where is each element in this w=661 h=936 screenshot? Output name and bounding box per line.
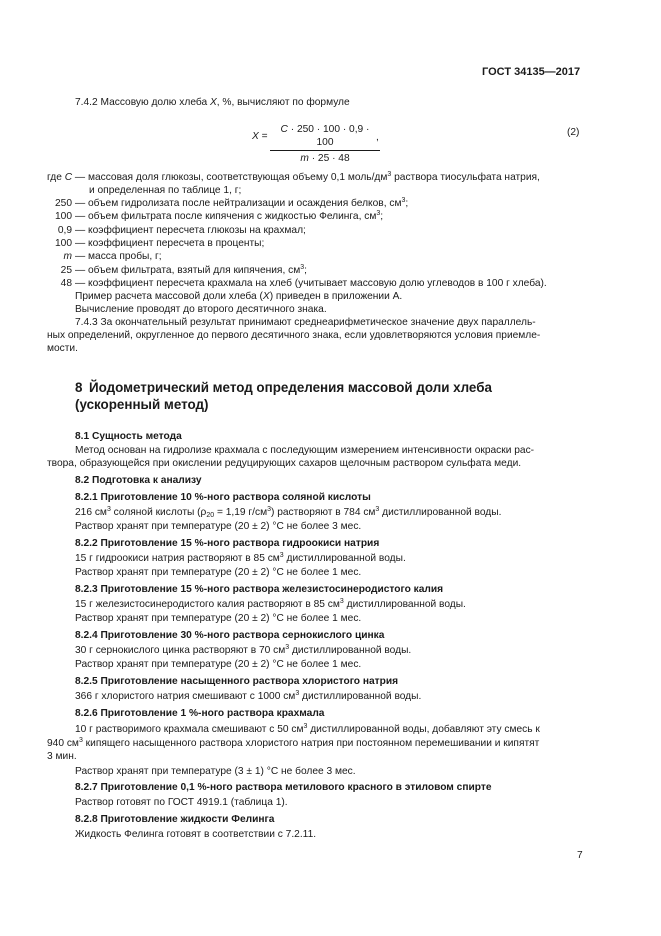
formula-lhs: X = — [252, 131, 268, 142]
definition-text: — объем фильтрата, взятый для кипячения, $см^3$; — [75, 264, 307, 276]
clause-8-2-4-line1: 30 г сернокислого цинка растворяют в 70 $см^3$ дистиллированной воды. — [75, 644, 412, 656]
clause-8-2-8-heading: 8.2.8 Приготовление жидкости Фелинга — [75, 814, 275, 825]
clause-8-2-1-line1: 216 $см^3$ соляной кислоты ($\rho_{20} = 1,19$ $г/см^3$) растворяют в 784 $см^3$ дистиллированной воды. — [75, 506, 502, 519]
document-header: ГОСТ 34135—2017 — [482, 66, 581, 78]
clause-7-4-3-line3: мости. — [47, 343, 78, 354]
clause-8-2-6-line2: 940 $см^3$ кипящего насыщенного раствора хлористого натрия при постоянном перемешивании и кипятят — [47, 737, 540, 749]
definition-text: — коэффициент пересчета в проценты; — [75, 238, 265, 249]
clause-8-1-line2: твора, образующейся при окислении редуцирующих сахаров щелочным раствором сульфата меди. — [47, 458, 522, 469]
where-line: где C — массовая доля глюкозы, соответствующая объему 0,1 моль/$дм^3$ раствора тиосульфата натрия, — [47, 171, 540, 183]
clause-8-2-1-heading: 8.2.1 Приготовление 10 %-ного раствора соляной кислоты — [75, 492, 371, 503]
formula-number: (2) — [567, 127, 580, 138]
page-number: 7 — [577, 850, 583, 861]
definition-symbol: m — [63, 251, 72, 262]
clause-8-2-7-line1: Раствор готовят по ГОСТ 4919.1 (таблица 1). — [75, 797, 288, 808]
clause-8-2-2-heading: 8.2.2 Приготовление 15 %-ного раствора гидроокиси натрия — [75, 538, 380, 549]
clause-8-2-7-heading: 8.2.7 Приготовление 0,1 %-ного раствора метилового красного в этиловом спирте — [75, 782, 492, 793]
where-line-cont: и определенная по таблице 1, г; — [89, 185, 242, 196]
section-8-title-line1: Йодометрический метод определения массовой доли хлеба — [89, 380, 492, 395]
clause-8-2-5-line1: 366 г хлористого натрия смешивают с 1000 $см^3$ дистиллированной воды. — [75, 690, 422, 702]
definition-symbol: 100 — [55, 238, 72, 249]
clause-8-1-line1: Метод основан на гидролизе крахмала с последующим измерением интенсивности окраски рас- — [75, 445, 535, 456]
clause-8-2-6-line1: 10 г растворимого крахмала смешивают с 50 $см^3$ дистиллированной воды, добавляют эту смесь к — [75, 723, 540, 735]
clause-8-2-6-line3: 3 мин. — [47, 751, 77, 762]
clause-8-2-5-heading: 8.2.5 Приготовление насыщенного раствора хлористого натрия — [75, 676, 399, 687]
clause-8-2-6-heading: 8.2.6 Приготовление 1 %-ного раствора крахмала — [75, 708, 325, 719]
definition-text: — объем гидролизата после нейтрализации и осаждения белков, $см^3$; — [75, 197, 409, 209]
clause-7-4-3-line2: ных определений, округленное до первого десятичного знака, если удовлетворяются условия приемле- — [47, 330, 541, 341]
clause-8-2-4-line2: Раствор хранят при температуре (20 ± 2) °C не более 1 мес. — [75, 659, 362, 670]
clause-7-4-3-line1: 7.4.3 За окончательный результат принимают среднеарифметическое значение двух параллель- — [75, 317, 536, 328]
formula-denominator: m · 25 · 48 — [300, 153, 350, 164]
clause-8-2-2-line2: Раствор хранят при температуре (20 ± 2) °C не более 1 мес. — [75, 567, 362, 578]
clause-8-2-3-line2: Раствор хранят при температуре (20 ± 2) °C не более 1 мес. — [75, 613, 362, 624]
definition-symbol: 100 — [55, 211, 72, 222]
clause-8-2-heading: 8.2 Подготовка к анализу — [75, 475, 202, 486]
clause-8-2-1-line2: Раствор хранят при температуре (20 ± 2) °C не более 3 мес. — [75, 521, 362, 532]
section-8-title-line2: (ускоренный метод) — [75, 397, 209, 412]
definition-symbol: 48 — [60, 278, 72, 289]
definition-symbol: 0,9 — [57, 225, 72, 236]
definition-text: — коэффициент пересчета крахмала на хлеб (учитывает массовую долю углеводов в 100 г хлеба). — [75, 278, 547, 289]
clause-8-2-3-heading: 8.2.3 Приготовление 15 %-ного раствора железистосинеродистого калия — [75, 584, 444, 595]
formula-comma: , — [376, 132, 379, 143]
formula-numerator: C · 250 · 100 · 0,9 · 100 — [270, 123, 380, 151]
definition-text: — коэффициент пересчета глюкозы на крахмал; — [75, 225, 306, 236]
example-note: Пример расчета массовой доли хлеба (X) приведен в приложении А. — [75, 291, 403, 302]
rounding-note: Вычисление проводят до второго десятичного знака. — [75, 304, 327, 315]
definition-text: — масса пробы, г; — [75, 251, 162, 262]
definition-symbol: 25 — [60, 265, 72, 276]
section-8-number: 8 — [75, 380, 83, 395]
definition-text: — объем фильтрата после кипячения с жидкостью Фелинга, $см^3$; — [75, 210, 384, 222]
definition-symbol: 250 — [55, 198, 72, 209]
clause-8-2-6-line4: Раствор хранят при температуре (3 ± 1) °C не более 3 мес. — [75, 766, 356, 777]
clause-8-2-3-line1: 15 г железистосинеродистого калия растворяют в 85 $см^3$ дистиллированной воды. — [75, 598, 466, 610]
formula-fraction — [270, 123, 380, 165]
clause-8-2-8-line1: Жидкость Фелинга готовят в соответствии с 7.2.11. — [75, 829, 317, 840]
clause-8-2-4-heading: 8.2.4 Приготовление 30 %-ного раствора сернокислого цинка — [75, 630, 385, 641]
clause-8-2-2-line1: 15 г гидроокиси натрия растворяют в 85 $см^3$ дистиллированной воды. — [75, 552, 406, 564]
clause-8-1-heading: 8.1 Сущность метода — [75, 431, 182, 442]
clause-7-4-2: 7.4.2 Массовую долю хлеба X, %, вычисляют по формуле — [75, 97, 350, 108]
